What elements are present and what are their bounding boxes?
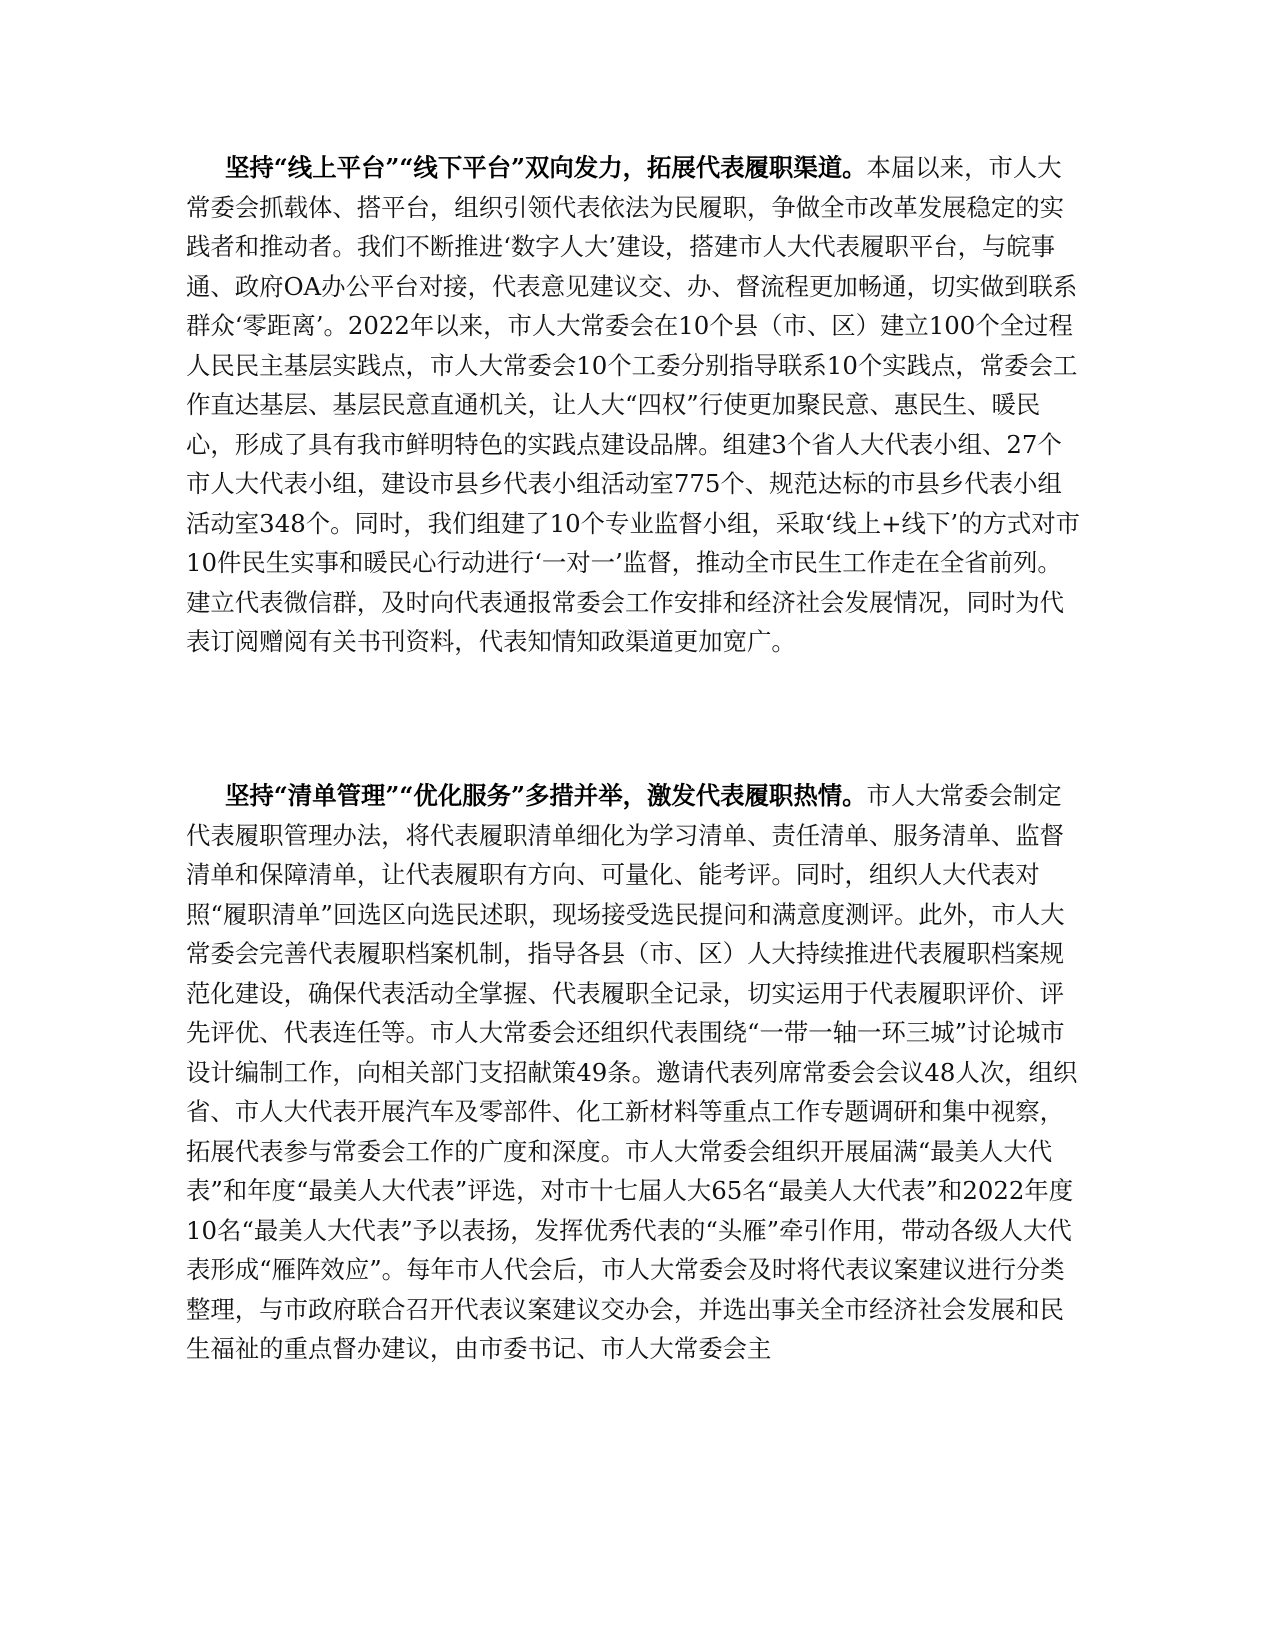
paragraph-body-text: 市人大常委会制定代表履职管理办法，将代表履职清单细化为学习清单、责任清单、服务清单、监督清单和保障清单，让代表履职有方向、可量化、能考评。同时，组织人大代表对照“履职清单”回选区向选民述职，现场接受选民提问和满意度测评。此外，市人大常委会完善代表履职档案机制，指导各县（市、区）人大持续推进代表履职档案规范化建设，确保代表活动全掌握、代表履职全记录，切实运用于代表履职评价、评先评优、代表连任等。市人大常委会还组织代表围绕“一带一轴一环三城”讨论城市设计编制工作，向相关部门支招献策49条。邀请代表列席常委会会议48人次，组织省、市人大代表开展汽车及零部件、化工新材料等重点工作专题调研和集中视察，拓展代表参与常委会工作的广度和深度。市人大常委会组织开展届满“最美人大代表”和年度“最美人大代表”评选，对市十七届人大65名“最美人大代表”和2022年度10名“最美人大代表”予以表扬，发挥优秀代表的“头雁”牵引作用，带动各级人大代表形成“雁阵效应”。每年市人代会后，市人大常委会及时将代表议案建议进行分类整理，与市政府联合召开代表议案建议交办会，并选出事关全市经济社会发展和民生福祉的重点督办建议，由市委书记、市人大常委会主 bbox=[186, 781, 1078, 1363]
paragraph-body-text: 本届以来，市人大常委会抓载体、搭平台，组织引领代表依法为民履职，争做全市改革发展稳定的实践者和推动者。我们不断推进‘数字人大’建设，搭建市人大代表履职平台，与皖事通、政府OA办公平台对接，代表意见建议交、办、督流程更加畅通，切实做到联系群众‘零距离’。2022年以来，市人大常委会在10个县（市、区）建立100个全过程人民民主基层实践点，市人大常委会10个工委分别指导联系10个实践点，常委会工作直达基层、基层民意直通机关，让人大“四权”行使更加聚民意、惠民生、暖民心，形成了具有我市鲜明特色的实践点建设品牌。组建3个省人大代表小组、27个市人大代表小组，建设市县乡代表小组活动室775个、规范达标的市县乡代表小组活动室348个。同时，我们组建了10个专业监督小组，采取‘线上+线下’的方式对市10件民生实事和暖民心行动进行‘一对一’监督，推动全市民生工作走在全省前列。建立代表微信群，及时向代表通报常委会工作安排和经济社会发展情况，同时为代表订阅赠阅有关书刊资料，代表知情知政渠道更加宽广。 bbox=[186, 153, 1081, 656]
paragraph-list-management-services bbox=[186, 776, 1086, 1369]
paragraph-lead-heading: 坚持“线上平台”“线下平台”双向发力，拓展代表履职渠道。 bbox=[225, 153, 867, 182]
paragraph-lead-heading: 坚持“清单管理”“优化服务”多措并举，激发代表履职热情。 bbox=[225, 781, 867, 810]
paragraph-online-offline-platforms bbox=[186, 148, 1086, 662]
